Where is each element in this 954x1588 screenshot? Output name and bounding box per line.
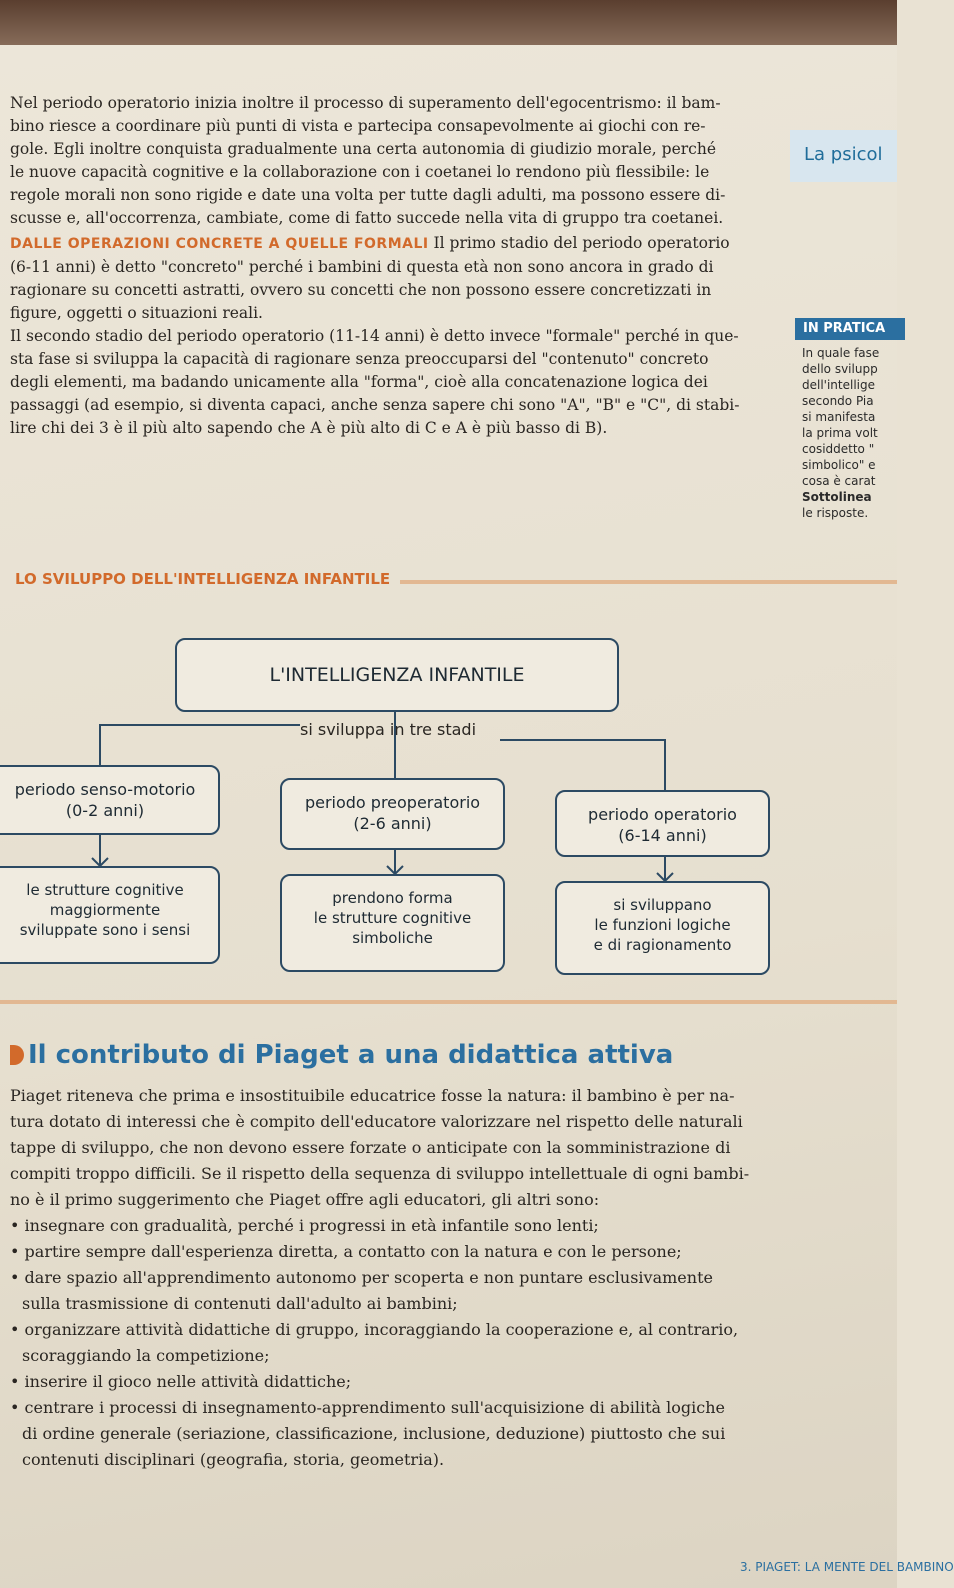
bullet-item: • insegnare con gradualità, perché i progressi in età infantile sono lenti;	[10, 1213, 895, 1239]
in-pratica-instruction: Sottolinea	[802, 490, 872, 504]
in-pratica-line: In quale fase	[802, 346, 880, 360]
stage-age: (2-6 anni)	[353, 814, 432, 833]
text-line: bino riesce a coordinare più punti di vista e partecipa consapevolmente ai giochi con re-	[10, 117, 706, 135]
in-pratica-line: simbolico" e	[802, 458, 876, 472]
bullet-continuation: contenuti disciplinari (geografia, storia, geometria).	[22, 1450, 445, 1469]
bullet-item: • partire sempre dall'esperienza diretta, a contatto con la natura e con le persone;	[10, 1239, 895, 1265]
desc-line: prendono forma	[332, 889, 453, 907]
text-line: scusse e, all'occorrenza, cambiate, come di fatto succede nella vita di gruppo tra coetanei.	[10, 209, 724, 227]
stage-preoperatorio	[280, 778, 505, 850]
text-line: regole morali non sono rigide e date una volta per tutte dagli adulti, ma possono essere di-	[10, 186, 726, 204]
desc-line: le strutture cognitive	[26, 881, 184, 899]
text-line: compiti troppo difficili. Se il rispetto della sequenza di sviluppo intellettuale di ogni bambi-	[10, 1164, 750, 1183]
text-line: gole. Egli inoltre conquista gradualmente una certa autonomia di giudizio morale, perché	[10, 140, 716, 158]
section2-heading-text: Il contributo di Piaget a una didattica attiva	[28, 1040, 674, 1070]
diagram-root-node	[175, 638, 619, 712]
in-pratica-line: cosiddetto "	[802, 442, 875, 456]
diagram-title: LO SVILUPPO DELL'INTELLIGENZA INFANTILE	[15, 570, 391, 588]
section-heading: DALLE OPERAZIONI CONCRETE A QUELLE FORMALI	[10, 236, 429, 252]
stage-operatorio	[555, 790, 770, 857]
in-pratica-box	[802, 345, 897, 521]
bullet-continuation: di ordine generale (seriazione, classificazione, inclusione, deduzione) piuttosto che sui	[22, 1424, 726, 1443]
in-pratica-line: dello svilupp	[802, 362, 878, 376]
desc-line: maggiormente	[49, 901, 161, 919]
desc-line: e di ragionamento	[593, 936, 732, 954]
bullet-item: • centrare i processi di insegnamento-apprendimento sull'acquisizione di abilità logiche	[10, 1395, 895, 1421]
desc-line: sviluppate sono i sensi	[19, 921, 191, 939]
in-pratica-line: si manifesta	[802, 410, 876, 424]
desc-line: le strutture cognitive	[313, 909, 472, 927]
page-footer: 3. PIAGET: LA MENTE DEL BAMBINO	[740, 1560, 954, 1574]
text-line: lire chi dei 3 è il più alto sapendo che A è più alto di C e A è più basso di B).	[10, 419, 608, 437]
in-pratica-line: le risposte.	[802, 506, 869, 520]
bullet-marker-icon	[10, 1045, 24, 1065]
text-line	[10, 232, 790, 256]
stage-name: periodo senso-motorio	[14, 780, 196, 799]
in-pratica-line: cosa è carat	[802, 474, 876, 488]
text-line: (6-11 anni) è detto "concreto" perché i bambini di questa età non sono ancora in grado di	[10, 258, 714, 276]
diagram-edge-label: si sviluppa in tre stadi	[300, 720, 477, 739]
in-pratica-line: la prima volt	[802, 426, 878, 440]
desc-line: si sviluppano	[613, 896, 712, 914]
text-line: ragionare su concetti astratti, ovvero su concetti che non possono essere concretizzati in	[10, 281, 712, 299]
in-pratica-tag: IN PRATICA	[795, 318, 905, 340]
sidebar-header	[790, 130, 897, 182]
text-line: Nel periodo operatorio inizia inoltre il processo di superamento dell'egocentrismo: il bam-	[10, 94, 721, 112]
section-divider	[0, 1000, 897, 1004]
desc-line: le funzioni logiche	[594, 916, 731, 934]
bullet-item: • inserire il gioco nelle attività didattiche;	[10, 1369, 895, 1395]
stage-preoperatorio-desc	[280, 874, 505, 972]
text-fragment: Il primo stadio del periodo operatorio	[428, 234, 730, 252]
desc-line: simboliche	[352, 929, 433, 947]
stage-senso-motorio	[0, 765, 220, 835]
sidebar-header-title: La psicol	[804, 144, 883, 165]
text-line: degli elementi, ma badando unicamente alla "forma", cioè alla concatenazione logica dei	[10, 373, 708, 391]
bullet-continuation: scoraggiando la competizione;	[22, 1346, 270, 1365]
intro-paragraph	[10, 92, 790, 230]
in-pratica-line: dell'intellige	[802, 378, 875, 392]
stage-age: (6-14 anni)	[618, 826, 707, 845]
section2-heading	[10, 1040, 673, 1070]
stage-name: periodo operatorio	[588, 805, 737, 824]
bullet-continuation: sulla trasmissione di contenuti dall'adulto ai bambini;	[22, 1294, 458, 1313]
stage-operatorio-desc	[555, 881, 770, 975]
stage-senso-motorio-desc	[0, 866, 220, 964]
text-line: passaggi (ad esempio, si diventa capaci, anche senza sapere chi sono "A", "B" e "C", di stabi-	[10, 396, 740, 414]
bullet-item: • dare spazio all'apprendimento autonomo per scoperta e non puntare esclusivamente	[10, 1265, 895, 1291]
text-line: tappe di sviluppo, che non devono essere forzate o anticipate con la somministrazione di	[10, 1138, 731, 1157]
section2-body	[10, 1083, 895, 1473]
text-line: no è il primo suggerimento che Piaget offre agli educatori, gli altri sono:	[10, 1190, 600, 1209]
text-line: tura dotato di interessi che è compito dell'educatore valorizzare nel rispetto delle naturali	[10, 1112, 743, 1131]
diagram-root-label: L'INTELLIGENZA INFANTILE	[269, 664, 525, 686]
stage-name: periodo preoperatorio	[304, 793, 481, 812]
text-line: Piaget riteneva che prima e insostituibile educatrice fosse la natura: il bambino è per na-	[10, 1086, 735, 1105]
bullet-item: • organizzare attività didattiche di gruppo, incoraggiando la cooperazione e, al contrario,	[10, 1317, 895, 1343]
text-line: Il secondo stadio del periodo operatorio (11-14 anni) è detto invece "formale" perché in que-	[10, 327, 739, 345]
diagram-title-rule	[400, 580, 897, 584]
text-line: figure, oggetti o situazioni reali.	[10, 304, 263, 322]
text-line: le nuove capacità cognitive e la collaborazione con i coetanei lo rendono più flessibile: le	[10, 163, 710, 181]
section-concrete-formal	[10, 232, 790, 440]
stage-age: (0-2 anni)	[65, 801, 145, 820]
text-line: sta fase si sviluppa la capacità di ragionare senza preoccuparsi del "contenuto" concreto	[10, 350, 709, 368]
in-pratica-line: secondo Pia	[802, 394, 874, 408]
